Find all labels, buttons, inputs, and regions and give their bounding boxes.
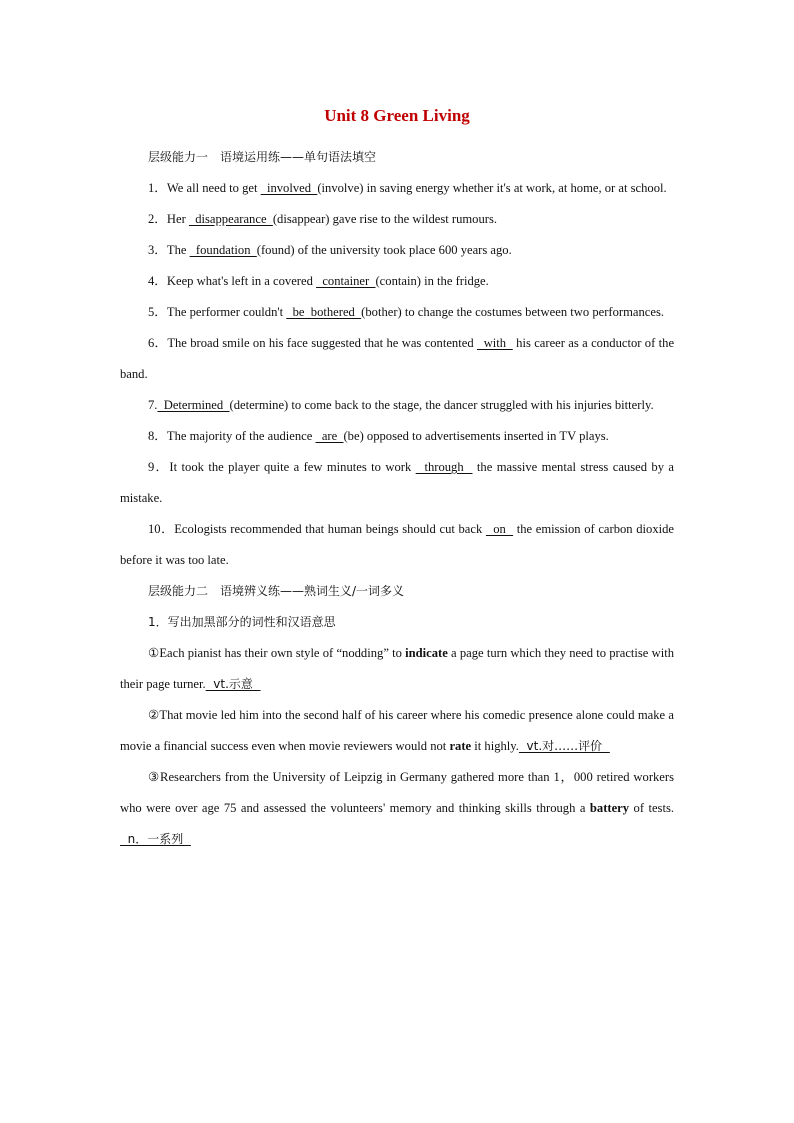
answer-blank: on: [485, 522, 514, 536]
question-text: The broad smile on his face suggested that he was contented: [167, 336, 477, 350]
question-text: his career as a conductor of the band.: [120, 336, 675, 381]
question-text: (involve) in saving energy whether it's at work, at home, or at school.: [317, 181, 667, 195]
question-text: (be) opposed to advertisements inserted in TV plays.: [343, 429, 609, 443]
question-item: [120, 452, 674, 514]
answer-blank: vt.示意: [205, 677, 261, 691]
question-item: [120, 328, 674, 390]
question-text: The performer couldn't: [166, 305, 287, 319]
question-text: Keep what's left in a covered: [166, 274, 317, 288]
question-item: [120, 235, 674, 266]
section-heading-2: 层级能力二 语境辨义练——熟词生义/一词多义: [148, 584, 405, 598]
answer-blank: disappearance: [188, 212, 273, 226]
question-text: (contain) in the fridge.: [375, 274, 489, 288]
sense-item: [120, 638, 674, 700]
question-text: The: [166, 243, 190, 257]
answer-blank: Determined: [157, 398, 230, 412]
question-number: 3．: [148, 243, 167, 257]
question-text: The majority of the audience: [166, 429, 316, 443]
question-number: 2．: [148, 212, 167, 226]
answer-blank: be bothered: [286, 305, 362, 319]
sense-item: [120, 700, 674, 762]
question-number: 10．: [148, 522, 175, 536]
document-page: [120, 104, 674, 855]
word-sense-list: [120, 638, 674, 855]
answer-blank: container: [316, 274, 376, 288]
question-number: 6．: [148, 336, 168, 350]
sub-heading: 1．写出加黑部分的词性和汉语意思: [148, 615, 336, 629]
sense-text: ②That movie led him into the second half of his career where his comedic presence alone could make a movie a financial success even when movie reviewers would not: [120, 708, 674, 753]
question-text: (found) of the university took place 600 years ago.: [256, 243, 512, 257]
question-item: [120, 297, 674, 328]
sense-text: it highly.: [471, 739, 519, 753]
sense-item: [120, 762, 674, 855]
question-text: the emission of carbon dioxide before it was too late.: [120, 522, 675, 567]
question-number: 7.: [148, 398, 158, 412]
fill-in-list: [120, 173, 674, 576]
answer-blank: foundation: [189, 243, 257, 257]
sense-text: ①Each pianist has their own style of “nodding” to: [148, 646, 406, 660]
question-number: 5．: [148, 305, 167, 319]
answer-blank: n．一系列: [120, 832, 191, 846]
page-title: Unit 8 Green Living: [324, 106, 470, 125]
question-text: (bother) to change the costumes between two performances.: [361, 305, 664, 319]
bold-keyword: indicate: [405, 646, 448, 660]
question-item: [120, 421, 674, 452]
answer-blank: vt.对……评价: [518, 739, 610, 753]
bold-keyword: battery: [589, 801, 630, 815]
question-item: [120, 390, 674, 421]
question-text: Her: [166, 212, 189, 226]
question-text: It took the player quite a few minutes to work: [169, 460, 416, 474]
answer-blank: involved: [260, 181, 318, 195]
sense-text: of tests.: [629, 801, 675, 815]
question-text: (determine) to come back to the stage, the dancer struggled with his injuries bitterly.: [229, 398, 654, 412]
question-text: the massive mental stress caused by a mistake.: [120, 460, 675, 505]
sense-text: a page turn which they need to practise with their page turner.: [120, 646, 674, 691]
question-number: 9．: [148, 460, 170, 474]
question-number: 1．: [148, 181, 167, 195]
question-item: [120, 266, 674, 297]
question-item: [120, 514, 674, 576]
sense-text: ③Researchers from the University of Leipzig in Germany gathered more than 1，000 retired workers who were over age 75 and assessed the volunteers' memory and thinking skills through a: [120, 770, 674, 815]
question-item: [120, 173, 674, 204]
question-text: We all need to get: [166, 181, 261, 195]
answer-blank: through: [415, 460, 473, 474]
answer-blank: with: [476, 336, 513, 350]
answer-blank: are: [315, 429, 344, 443]
question-number: 8．: [148, 429, 167, 443]
question-text: Ecologists recommended that human beings should cut back: [174, 522, 486, 536]
question-item: [120, 204, 674, 235]
question-number: 4．: [148, 274, 167, 288]
bold-keyword: rate: [449, 739, 472, 753]
section-heading-1: 层级能力一 语境运用练——单句语法填空: [148, 150, 377, 164]
question-text: (disappear) gave rise to the wildest rumours.: [272, 212, 498, 226]
